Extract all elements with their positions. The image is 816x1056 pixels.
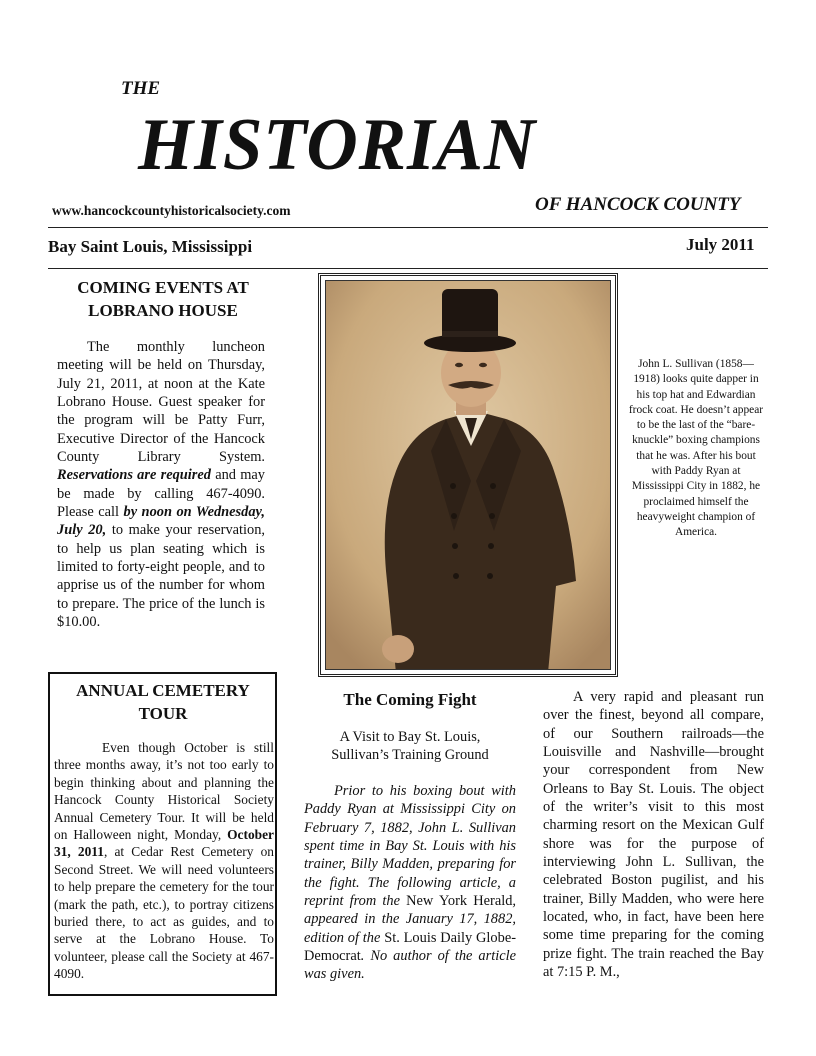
events-text-2: and may be made by calling 467-4090. Please call xyxy=(57,467,266,521)
cemetery-heading-line2: TOUR xyxy=(138,704,188,723)
masthead-subtitle: OF HANCOCK COUNTY xyxy=(535,194,741,215)
fight-source-newspaper: New York Herald xyxy=(406,893,513,910)
fight-intro-text-1: Prior to his boxing bout with Paddy Ryan at Mississippi City on February 7, 1882, John L. Sullivan spent time in Bay St. Louis with his trainer, Billy Madden, preparing for the fight. The following article, a reprint from the xyxy=(304,783,516,910)
fight-intro xyxy=(304,782,516,984)
events-heading-line1: COMING EVENTS AT xyxy=(77,278,249,297)
cemetery-heading xyxy=(62,679,264,725)
sullivan-portrait-image xyxy=(326,281,611,670)
article-body: A very rapid and pleasant run over the finest, beyond all compare, of our Southern railroads—the Louisville and Nashville—brought your correspondent from New Orleans to Bay St. Louis. The object of the writer’s visit to this most charming resort on the Mexican Gulf shore was for the purpose of interviewing John L. Sullivan, the celebrated Boston pugilist, and his trainer, Billy Madden, who were here located, who, in fact, have been here some time preparing for the coming prize fight. The train reached the Bay at 7:15 P. M., xyxy=(543,689,764,981)
cemetery-text-1: Even though October is still three months away, it’s not too early to begin thinking about and planning the Hancock County Historical Society Annual Cemetery Tour. It will be held on Halloween night, Monday, xyxy=(54,740,274,843)
events-heading-line2: LOBRANO HOUSE xyxy=(88,301,238,320)
header-rule-top xyxy=(48,227,768,228)
issue-date: July 2011 xyxy=(686,235,755,254)
fight-subheading-line1: A Visit to Bay St. Louis, xyxy=(339,729,481,745)
fight-reprint-newspaper: St. Louis Daily Globe-Democrat xyxy=(304,929,516,965)
fight-intro-text-2: , appeared in the January 17, 1882, edition of the xyxy=(304,893,517,946)
events-text-3: to make your reservation, to help us plan seating which is limited to forty-eight people, and to apprise us of the number for whom to prepare. The price of the lunch is $10.00. xyxy=(57,522,266,631)
cemetery-date: October 31, 2011 xyxy=(54,827,274,860)
cemetery-text-2: , at Cedar Rest Cemetery on Second Street. We will need volunteers to help prepare the cemetery for the tour (mark the path, etc.), to portray citizens buried there, to act as guides, and to serve at the Lobrano House. To volunteer, please call the Society at 467-4090. xyxy=(54,844,274,982)
issue-location: Bay Saint Louis, Mississippi xyxy=(48,237,253,256)
sullivan-photo xyxy=(325,280,611,670)
fight-intro-text-3: . No author of the article was given. xyxy=(304,948,516,983)
fight-heading: The Coming Fight xyxy=(343,690,477,709)
cemetery-body xyxy=(54,739,274,983)
photo-caption: John L. Sullivan (1858—1918) looks quite dapper in his top hat and Edwardian frock coat. He doesn’t appear to be the last of the “bare-knuckle” boxing champions that he was. After his bout with Paddy Ryan at Mississippi City in 1882, he proclaimed himself the heavyweight champion of America. xyxy=(628,358,764,539)
website-link[interactable]: www.hancockcountyhistoricalsociety.com xyxy=(52,203,291,218)
cemetery-heading-line1: ANNUAL CEMETERY xyxy=(76,681,250,700)
events-deadline: by noon on Wednesday, July 20, xyxy=(57,504,265,539)
masthead-the: THE xyxy=(121,78,161,99)
photo-frame xyxy=(318,273,618,677)
events-reservation-required: Reservations are required xyxy=(57,467,211,484)
fight-subheading xyxy=(304,728,516,765)
events-heading xyxy=(48,276,278,322)
fight-subheading-line2: Sullivan’s Training Ground xyxy=(331,747,489,764)
events-body xyxy=(57,338,265,632)
header-rule-bottom xyxy=(48,268,768,269)
events-text-1: The monthly luncheon meeting will be held on Thursday, July 21, 2011, at noon at the Kate Lobrano House. Guest speaker for the program will be Patty Furr, Executive Director of the Hancock County Library System. xyxy=(57,339,265,466)
masthead-title: HISTORIAN xyxy=(138,104,537,186)
